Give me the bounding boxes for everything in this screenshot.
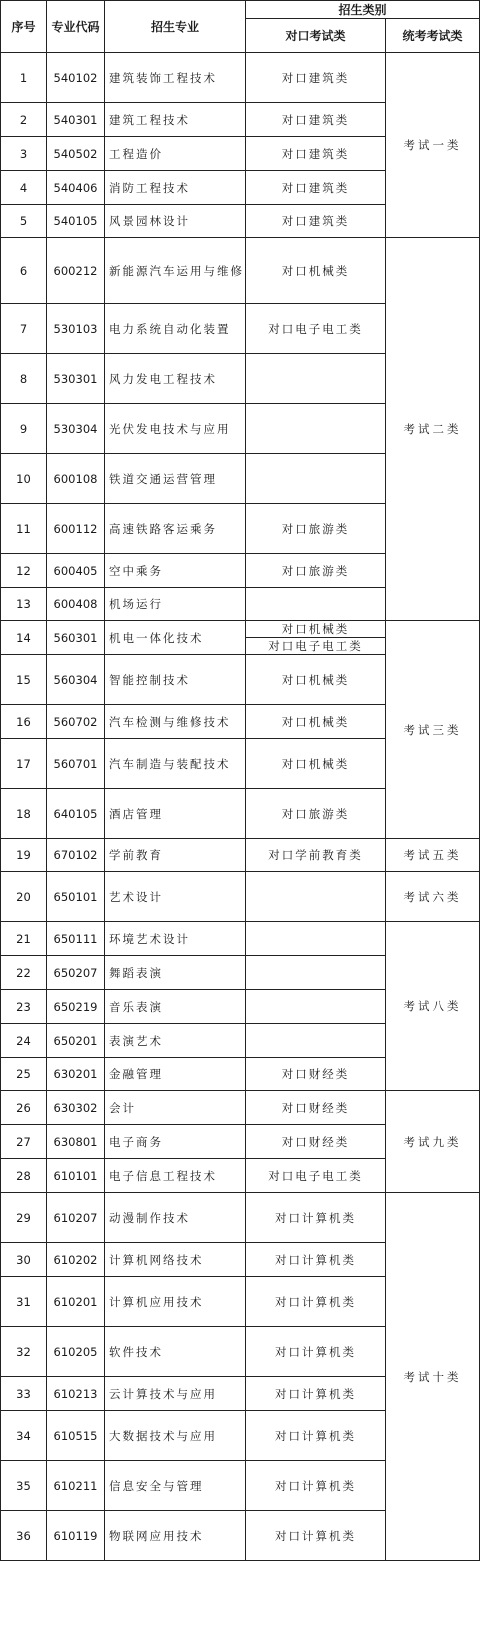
row-code: 560301: [47, 621, 105, 655]
row-index: 35: [1, 1461, 47, 1511]
row-major: 计算机应用技术: [105, 1277, 246, 1327]
row-index: 1: [1, 53, 47, 103]
header-category: 招生类别: [246, 1, 480, 19]
row-code: 650101: [47, 872, 105, 922]
table-row: [1, 621, 480, 638]
row-index: 15: [1, 655, 47, 705]
row-index: 12: [1, 554, 47, 588]
row-major: 金融管理: [105, 1058, 246, 1091]
row-duikou: [246, 354, 386, 404]
row-duikou: 对口机械类: [246, 739, 386, 789]
row-code: 610207: [47, 1193, 105, 1243]
tongkao-group: 考试一类: [386, 53, 480, 238]
row-major: 音乐表演: [105, 990, 246, 1024]
row-index: 6: [1, 238, 47, 304]
row-index: 14: [1, 621, 47, 655]
row-code: 610201: [47, 1277, 105, 1327]
row-duikou: 对口计算机类: [246, 1193, 386, 1243]
row-duikou: 对口计算机类: [246, 1277, 386, 1327]
row-index: 17: [1, 739, 47, 789]
table-row: [1, 922, 480, 956]
row-major: 汽车制造与装配技术: [105, 739, 246, 789]
row-index: 7: [1, 304, 47, 354]
row-code: 540406: [47, 171, 105, 205]
tongkao-group: 考试八类: [386, 922, 480, 1091]
row-index: 11: [1, 504, 47, 554]
row-code: 670102: [47, 839, 105, 872]
row-index: 4: [1, 171, 47, 205]
row-major: 计算机网络技术: [105, 1243, 246, 1277]
header-index: 序号: [1, 1, 47, 53]
row-code: 540301: [47, 103, 105, 137]
header-major: 招生专业: [105, 1, 246, 53]
row-duikou: [246, 922, 386, 956]
row-duikou: 对口计算机类: [246, 1511, 386, 1561]
row-major: 铁道交通运营管理: [105, 454, 246, 504]
table-row: [1, 53, 480, 103]
table-row: [1, 839, 480, 872]
row-index: 25: [1, 1058, 47, 1091]
row-index: 31: [1, 1277, 47, 1327]
row-major: 酒店管理: [105, 789, 246, 839]
row-major: 环境艺术设计: [105, 922, 246, 956]
row-duikou: 对口建筑类: [246, 103, 386, 137]
row-major: 学前教育: [105, 839, 246, 872]
row-code: 630201: [47, 1058, 105, 1091]
row-duikou: [246, 990, 386, 1024]
row-code: 610202: [47, 1243, 105, 1277]
row-index: 26: [1, 1091, 47, 1125]
row-duikou: 对口财经类: [246, 1091, 386, 1125]
tongkao-group: 考试五类: [386, 839, 480, 872]
row-duikou: 对口建筑类: [246, 137, 386, 171]
row-duikou: [246, 454, 386, 504]
row-index: 24: [1, 1024, 47, 1058]
row-code: 600212: [47, 238, 105, 304]
row-index: 27: [1, 1125, 47, 1159]
row-major: 智能控制技术: [105, 655, 246, 705]
row-major: 风力发电工程技术: [105, 354, 246, 404]
row-code: 650111: [47, 922, 105, 956]
row-code: 560701: [47, 739, 105, 789]
row-code: 540502: [47, 137, 105, 171]
tongkao-group: 考试三类: [386, 621, 480, 839]
row-index: 22: [1, 956, 47, 990]
row-index: 3: [1, 137, 47, 171]
row-duikou: 对口计算机类: [246, 1411, 386, 1461]
row-duikou: 对口计算机类: [246, 1461, 386, 1511]
row-duikou: 对口机械类: [246, 621, 386, 638]
row-duikou: 对口财经类: [246, 1058, 386, 1091]
header-duikou: 对口考试类: [246, 19, 386, 53]
row-duikou: 对口电子电工类: [246, 304, 386, 354]
row-major: 信息安全与管理: [105, 1461, 246, 1511]
row-major: 汽车检测与维修技术: [105, 705, 246, 739]
row-duikou-secondary: 对口电子电工类: [246, 638, 386, 655]
row-index: 13: [1, 588, 47, 621]
row-major: 光伏发电技术与应用: [105, 404, 246, 454]
row-duikou: [246, 956, 386, 990]
row-index: 20: [1, 872, 47, 922]
row-duikou: [246, 404, 386, 454]
row-duikou: 对口机械类: [246, 705, 386, 739]
row-index: 33: [1, 1377, 47, 1411]
row-code: 640105: [47, 789, 105, 839]
row-duikou: 对口计算机类: [246, 1243, 386, 1277]
header-code: 专业代码: [47, 1, 105, 53]
table-body: [1, 1, 480, 1561]
row-code: 610205: [47, 1327, 105, 1377]
tongkao-group: 考试二类: [386, 238, 480, 621]
row-code: 650207: [47, 956, 105, 990]
row-code: 610211: [47, 1461, 105, 1511]
row-major: 高速铁路客运乘务: [105, 504, 246, 554]
row-major: 空中乘务: [105, 554, 246, 588]
tongkao-group: 考试六类: [386, 872, 480, 922]
tongkao-group: 考试九类: [386, 1091, 480, 1193]
row-duikou: 对口财经类: [246, 1125, 386, 1159]
row-code: 600108: [47, 454, 105, 504]
row-major: 电子信息工程技术: [105, 1159, 246, 1193]
row-major: 消防工程技术: [105, 171, 246, 205]
row-major: 机场运行: [105, 588, 246, 621]
row-code: 600405: [47, 554, 105, 588]
row-duikou: [246, 588, 386, 621]
row-major: 表演艺术: [105, 1024, 246, 1058]
row-index: 32: [1, 1327, 47, 1377]
row-code: 650219: [47, 990, 105, 1024]
row-major: 软件技术: [105, 1327, 246, 1377]
row-index: 16: [1, 705, 47, 739]
row-code: 530301: [47, 354, 105, 404]
row-major: 电力系统自动化装置: [105, 304, 246, 354]
row-code: 530103: [47, 304, 105, 354]
row-duikou: [246, 1024, 386, 1058]
row-index: 36: [1, 1511, 47, 1561]
header-tongkao: 统考考试类: [386, 19, 480, 53]
row-major: 艺术设计: [105, 872, 246, 922]
row-code: 600112: [47, 504, 105, 554]
row-major: 会计: [105, 1091, 246, 1125]
row-major: 动漫制作技术: [105, 1193, 246, 1243]
row-major: 工程造价: [105, 137, 246, 171]
row-code: 610119: [47, 1511, 105, 1561]
row-major: 建筑工程技术: [105, 103, 246, 137]
row-duikou: 对口旅游类: [246, 504, 386, 554]
row-index: 5: [1, 205, 47, 238]
row-code: 540102: [47, 53, 105, 103]
table-row: [1, 238, 480, 304]
row-duikou: 对口旅游类: [246, 789, 386, 839]
row-duikou: 对口机械类: [246, 238, 386, 304]
row-major: 物联网应用技术: [105, 1511, 246, 1561]
row-major: 大数据技术与应用: [105, 1411, 246, 1461]
row-index: 23: [1, 990, 47, 1024]
row-major: 新能源汽车运用与维修: [105, 238, 246, 304]
row-code: 540105: [47, 205, 105, 238]
row-duikou: 对口计算机类: [246, 1377, 386, 1411]
row-index: 9: [1, 404, 47, 454]
row-major: 舞蹈表演: [105, 956, 246, 990]
row-duikou: 对口建筑类: [246, 205, 386, 238]
row-code: 560304: [47, 655, 105, 705]
row-code: 630801: [47, 1125, 105, 1159]
table-row: [1, 872, 480, 922]
row-code: 650201: [47, 1024, 105, 1058]
row-index: 34: [1, 1411, 47, 1461]
row-index: 19: [1, 839, 47, 872]
row-code: 630302: [47, 1091, 105, 1125]
row-index: 10: [1, 454, 47, 504]
row-index: 18: [1, 789, 47, 839]
row-duikou: 对口学前教育类: [246, 839, 386, 872]
row-code: 560702: [47, 705, 105, 739]
row-code: 600408: [47, 588, 105, 621]
tongkao-group: 考试十类: [386, 1193, 480, 1561]
row-code: 610515: [47, 1411, 105, 1461]
row-index: 8: [1, 354, 47, 404]
row-major: 建筑装饰工程技术: [105, 53, 246, 103]
table-row: [1, 1091, 480, 1125]
row-index: 21: [1, 922, 47, 956]
row-duikou: 对口电子电工类: [246, 1159, 386, 1193]
row-code: 530304: [47, 404, 105, 454]
row-duikou: [246, 872, 386, 922]
row-code: 610101: [47, 1159, 105, 1193]
row-major: 风景园林设计: [105, 205, 246, 238]
row-major: 云计算技术与应用: [105, 1377, 246, 1411]
row-index: 29: [1, 1193, 47, 1243]
row-index: 30: [1, 1243, 47, 1277]
row-index: 28: [1, 1159, 47, 1193]
row-duikou: 对口建筑类: [246, 53, 386, 103]
row-code: 610213: [47, 1377, 105, 1411]
row-duikou: 对口机械类: [246, 655, 386, 705]
row-duikou: 对口建筑类: [246, 171, 386, 205]
table-row: [1, 1193, 480, 1243]
row-duikou: 对口旅游类: [246, 554, 386, 588]
row-duikou: 对口计算机类: [246, 1327, 386, 1377]
row-major: 电子商务: [105, 1125, 246, 1159]
row-major: 机电一体化技术: [105, 621, 246, 655]
row-index: 2: [1, 103, 47, 137]
